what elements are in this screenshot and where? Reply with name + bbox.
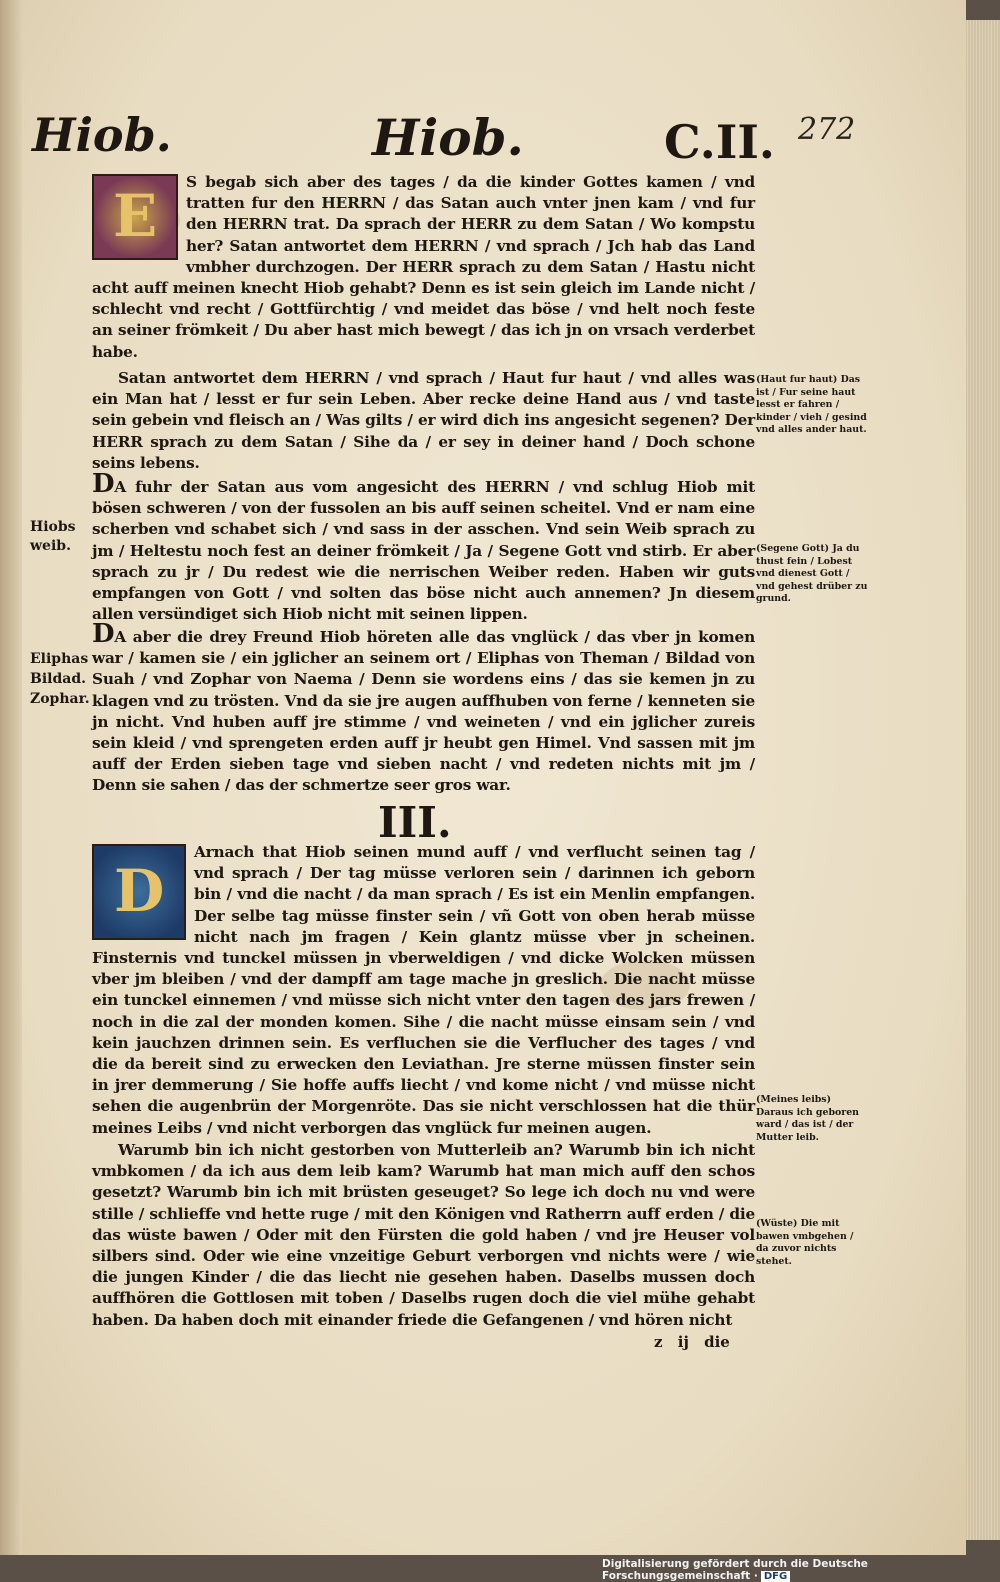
paragraph-text: S begab sich aber des tages / da die kinder Gottes kamen / vnd tratten fur den HERRN / das Satan auch vnter jnen kam / vnd fur den HERRN trat. Da sprach der HERR zu dem Satan / Wo kompstu her? Satan antwortet dem HERRN / vnd sprach / Jch hab das Land vmbher durchzogen. Der HERR sprach zu dem Satan / Hastu nicht acht auff meinen knecht Hiob gehabt? Denn es ist sein gleich im Lande nicht / schlecht vnd recht / Gottfürchtig / vnd meidet das böse / vnd helt noch feste an seiner frömkeit / Du aber hast mich bewegt / das ich jn on vrsach verderbet habe. (92, 173, 755, 361)
catchword: die (704, 1333, 730, 1351)
capital-letter: D (92, 469, 115, 499)
decorated-initial-e: E (92, 174, 178, 260)
chapter2-paragraph-2: Satan antwortet dem HERRN / vnd sprach / Haut fur haut / vnd alles was ein Man hat / lesst er fur sein Leben. Aber recke deine Hand aus / vnd taste sein gebein vnd fleisch an / Was gilts / er wird dich ins angesicht segenen? Der HERR sprach zu dem Satan / Sihe da / er sey in deiner hand / Doch schone seins lebens. (92, 369, 755, 472)
paragraph-text: Arnach that Hiob seinen mund auff / vnd verflucht seinen tag / vnd sprach / Der tag müsse verloren sein / darinnen ich geborn bin / vnd die nacht / da man sprach / Es ist ein Menlin empfangen. Der selbe tag müsse finster sein / vñ Gott von oben herab müsse nicht nach jm fragen / Kein glantz müsse vber jn scheinen. Finsternis vnd tunckel müssen jn vberweldigen / vnd dicke Wolcken müssen vber jm bleiben / vnd der dampff am tage mache jn greslich. Die nacht müsse ein tunckel einnemen / vnd müsse sich nicht vnter den tagen des jars frewen / noch in die zal der monden komen. Sihe / die nacht müsse einsam sein / vnd kein jauchzen drinnen sein. Es verfluchen sie die Verflucher des tages / vnd die da bereit sind zu erwecken den Leviathan. Jre sterne müssen finster sein in jrer demmerung / Sie hoffe auffs liecht / vnd kome nicht / vnd müsse nicht sehen die augenbrün der Morgenröte. Das sie nicht verschlossen hat die thür meines Leibs / vnd nicht verborgen das vnglück fur meinen augen. (92, 843, 755, 1137)
page-gutter (0, 0, 22, 1555)
margin-note-leibs: (Meines leibs) Daraus ich geboren ward / das ist / der Mutter leib. (756, 1094, 859, 1143)
chapter2-paragraph-1 (92, 172, 755, 363)
chapter2-paragraph-3 (92, 469, 755, 625)
paragraph-text: A aber die drey Freund Hiob höreten alle das vnglück / das vber jn komen war / kamen sie / ein jglicher an seinem ort / Eliphas von Theman / Bildad von Suah / vnd Zophar von Naema / Denn sie wordens eins / das sie kemen jn zu klagen vnd zu trösten. Vnd da sie jre augen auffhuben von ferne / kenneten sie jn nicht. Vnd huben auff jre stimme / vnd weineten / vnd ein jglicher zureis sein kleid / vnd sprengeten erden auff jr heubt gen Himel. Vnd sassen mit jm auff der Erden sieben tage vnd sieben nacht / vnd redeten nichts mit jm / Denn sie sahen / das der schmertze seer gros war. (92, 628, 755, 795)
catchword-line (654, 1333, 730, 1351)
running-head-left: Hiob. (32, 108, 172, 162)
paragraph-text: A fuhr der Satan aus vom angesicht des HERRN / vnd schlug Hiob mit bösen schweren / von der fussolen an bis auff seinen scheitel. Vnd er nam eine scherben vnd schabet sich / vnd sass in der asschen. Vnd sein Weib sprach zu jm / Heltestu noch fest an deiner frömkeit / Ja / Segene Gott vnd stirb. Er aber sprach zu jr / Du redest wie die nerrischen Weiber reden. Haben wir guts empfangen von Gott / vnd solten das böse nicht auch annemen? Jn diesem allen versündiget sich Hiob nicht mit seinen lippen. (92, 478, 755, 624)
margin-note-eliphas: Eliphas (30, 651, 89, 667)
chapter2-paragraph-4 (92, 619, 755, 797)
chapter-reference: C.II. (664, 115, 775, 169)
page-number: 272 (798, 112, 856, 147)
page-edges (966, 20, 1000, 1540)
chapter3-paragraph-2: Warumb bin ich nicht gestorben von Mutterleib an? Warumb bin ich nicht vmbkomen / da ich aus dem leib kam? Warumb hat man mich auff den schos gesetzt? Warumb bin ich mit brüsten geseuget? So lege ich doch nu vnd were stille / schlieffe vnd hette ruge / mit den Königen vnd Ratherrn auff erden / die das wüste bawen / Oder mit den Fürsten die gold haben / vnd jre Heuser vol silbers sind. Oder wie eine vnzeitige Geburt verborgen vnd nichts were / wie die jungen Kinder / die das liecht nie gesehen haben. Daselbs mussen doch auffhören die Gottlosen mit toben / Daselbs rugen doch die viel mühe gehabt haben. Da haben doch mit einander friede die Gefangenen / vnd hören nicht (92, 1141, 755, 1329)
margin-note-zophar: Zophar. (30, 691, 90, 707)
decorated-initial-d: D (92, 844, 186, 940)
running-head-center: Hiob. (372, 108, 524, 167)
signature-mark: z ij (654, 1333, 689, 1351)
margin-note-hiobs-weib: Hiobs weib. (30, 519, 76, 554)
footer-text: Digitalisierung gefördert durch die Deutsche Forschungsgemeinschaft (602, 1558, 868, 1582)
margin-note-bildad: Bildad. (30, 671, 86, 687)
chapter3-paragraph-1 (92, 842, 755, 1139)
capital-letter: D (92, 619, 115, 649)
margin-note-wueste: (Wüste) Die mit bawen vmbgehen / da zuvor nichts stehet. (756, 1218, 854, 1267)
chapter-heading: III. (378, 798, 452, 847)
dfg-logo: DFG (761, 1571, 790, 1582)
margin-note-segene: (Segene Gott) Ja du thust fein / Lobest vnd dienest Gott / vnd gehest drüber zu grund. (756, 543, 868, 604)
digitization-footer: Digitalisierung gefördert durch die Deutsche Forschungsgemeinschaft · DFG (602, 1558, 868, 1582)
margin-note-haut: (Haut fur haut) Das ist / Fur seine haut lesst er fahren / kinder / vieh / gesind vnd alles ander haut. (756, 374, 867, 435)
